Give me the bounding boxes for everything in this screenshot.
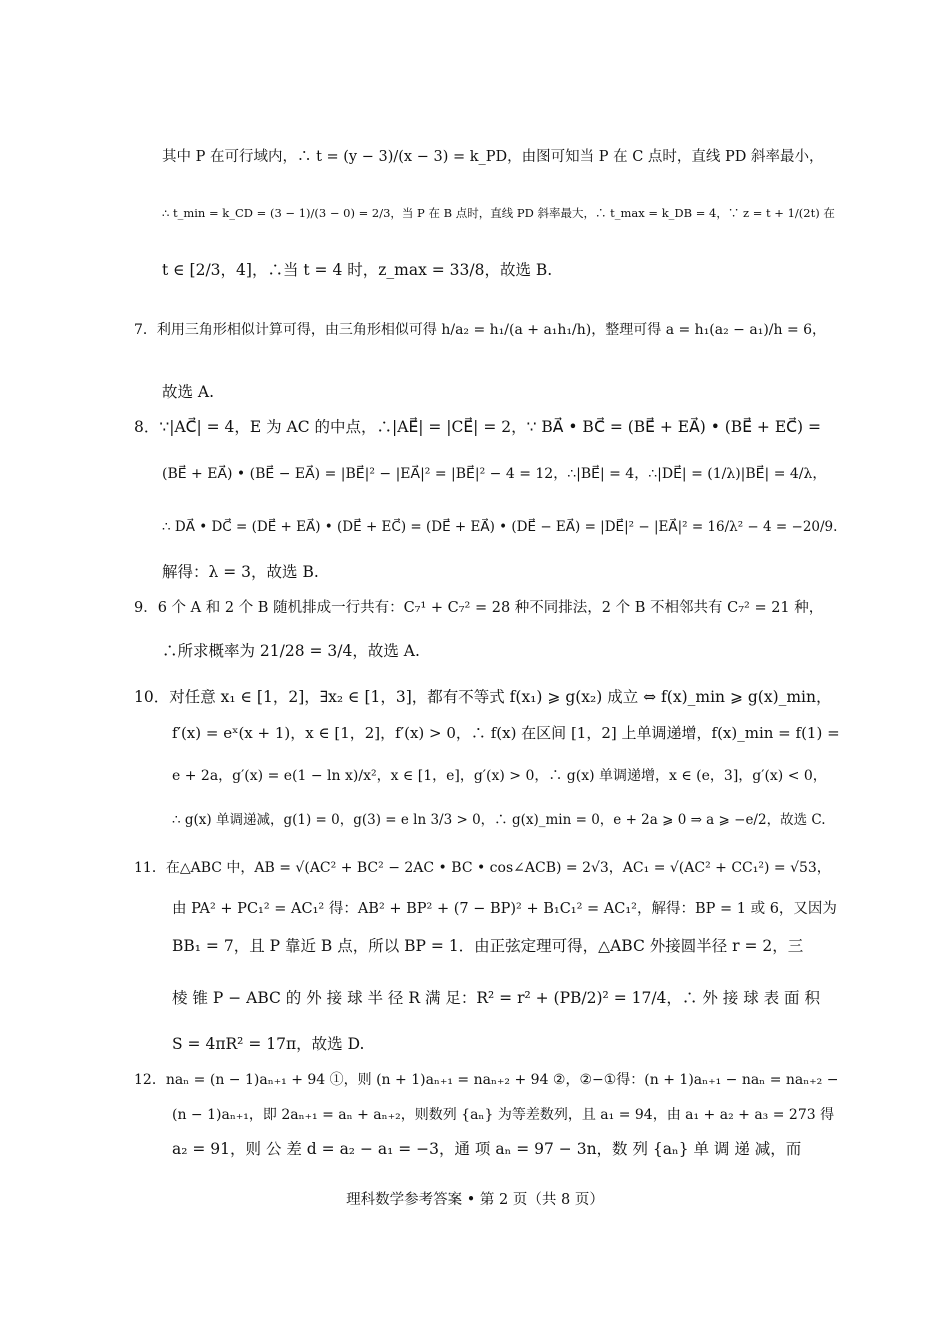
text-line: t ∈ [2/3，4]，∴当 t = 4 时，z_max = 33/8，故选 B.: [162, 261, 553, 279]
text-line: 8．∵|AC⃗| = 4，E 为 AC 的中点，∴|AE⃗| = |CE⃗| = 2，∵ BA⃗ • BC⃗ = (BE⃗ + EA⃗) • (BE⃗ + EC⃗) =: [134, 418, 821, 436]
text-line: e + 2a，g′(x) = e(1 − ln x)/x²，x ∈ [1，e]，g′(x) > 0，∴ g(x) 单调递增，x ∈ (e，3]，g′(x) < 0，: [172, 768, 827, 784]
text-line: f′(x) = eˣ(x + 1)，x ∈ [1，2]，f′(x) > 0，∴ f(x) 在区间 [1，2] 上单调递增，f(x)_min = f(1) =: [172, 724, 840, 742]
text-line: (n − 1)aₙ₊₁，即 2aₙ₊₁ = aₙ + aₙ₊₂，则数列 {aₙ} 为等差数列，且 a₁ = 94，由 a₁ + a₂ + a₃ = 273 得: [172, 1107, 835, 1123]
text-line: 12．naₙ = (n − 1)aₙ₊₁ + 94 ①，则 (n + 1)aₙ₊₁ = naₙ₊₂ + 94 ②，②−①得：(n + 1)aₙ₊₁ − naₙ = naₙ₊₂ −: [134, 1072, 839, 1088]
text-line: 其中 P 在可行域内，∴ t = (y − 3)/(x − 3) = k_PD，由图可知当 P 在 C 点时，直线 PD 斜率最小，: [162, 149, 824, 165]
text-line: 7．利用三角形相似计算可得，由三角形相似可得 h/a₂ = h₁/(a + a₁h₁/h)，整理可得 a = h₁(a₂ − a₁)/h = 6，: [134, 322, 827, 338]
text-line: a₂ = 91，则 公 差 d = a₂ − a₁ = −3，通 项 aₙ = 97 − 3n，数 列 {aₙ} 单 调 递 减，而: [172, 1140, 802, 1158]
text-line: S = 4πR² = 17π，故选 D.: [172, 1035, 365, 1053]
page-footer: 理科数学参考答案 • 第 2 页（共 8 页）: [346, 1192, 604, 1208]
text-line: ∴所求概率为 21/28 = 3/4，故选 A.: [162, 642, 420, 660]
text-line: BB₁ = 7，且 P 靠近 B 点，所以 BP = 1．由正弦定理可得，△ABC 外接圆半径 r = 2，三: [172, 937, 804, 955]
text-line: ∴ t_min = k_CD = (3 − 1)/(3 − 0) = 2/3，当 P 在 B 点时，直线 PD 斜率最大，∴ t_max = k_DB = 4，∵ z = t + 1/(2t) 在: [162, 206, 835, 220]
text-line: 解得：λ = 3，故选 B.: [162, 563, 319, 581]
text-line: 9．6 个 A 和 2 个 B 随机排成一行共有：C₇¹ + C₇² = 28 种不同排法，2 个 B 不相邻共有 C₇² = 21 种，: [134, 600, 824, 616]
text-line: (BE⃗ + EA⃗) • (BE⃗ − EA⃗) = |BE⃗|² − |EA⃗|² = |BE⃗|² − 4 = 12，∴|BE⃗| = 4，∴|DE⃗| = (1/λ)|BE⃗| = 4/λ，: [162, 466, 827, 482]
text-line: 故选 A.: [162, 383, 215, 401]
text-line: ∴ DA⃗ • DC⃗ = (DE⃗ + EA⃗) • (DE⃗ + EC⃗) = (DE⃗ + EA⃗) • (DE⃗ − EA⃗) = |DE⃗|² − |EA⃗|² = 16/λ² − 4 = −20/9.: [162, 519, 838, 535]
text-line: 棱 锥 P − ABC 的 外 接 球 半 径 R 满 足：R² = r² + (PB/2)² = 17/4，∴ 外 接 球 表 面 积: [172, 989, 820, 1007]
text-line: 由 PA² + PC₁² = AC₁² 得：AB² + BP² + (7 − BP)² + B₁C₁² = AC₁²，解得：BP = 1 或 6，又因为: [172, 901, 837, 917]
text-line: 10．对任意 x₁ ∈ [1，2]，∃x₂ ∈ [1，3]，都有不等式 f(x₁) ⩾ g(x₂) 成立 ⇔ f(x)_min ⩾ g(x)_min，: [134, 688, 832, 706]
text-line: ∴ g(x) 单调递减，g(1) = 0，g(3) = e ln 3/3 > 0，∴ g(x)_min = 0，e + 2a ⩾ 0 ⇒ a ⩾ −e/2，故选 C.: [172, 812, 826, 828]
text-line: 11．在△ABC 中，AB = √(AC² + BC² − 2AC • BC • cos∠ACB) = 2√3，AC₁ = √(AC² + CC₁²) = √53，: [134, 860, 831, 876]
